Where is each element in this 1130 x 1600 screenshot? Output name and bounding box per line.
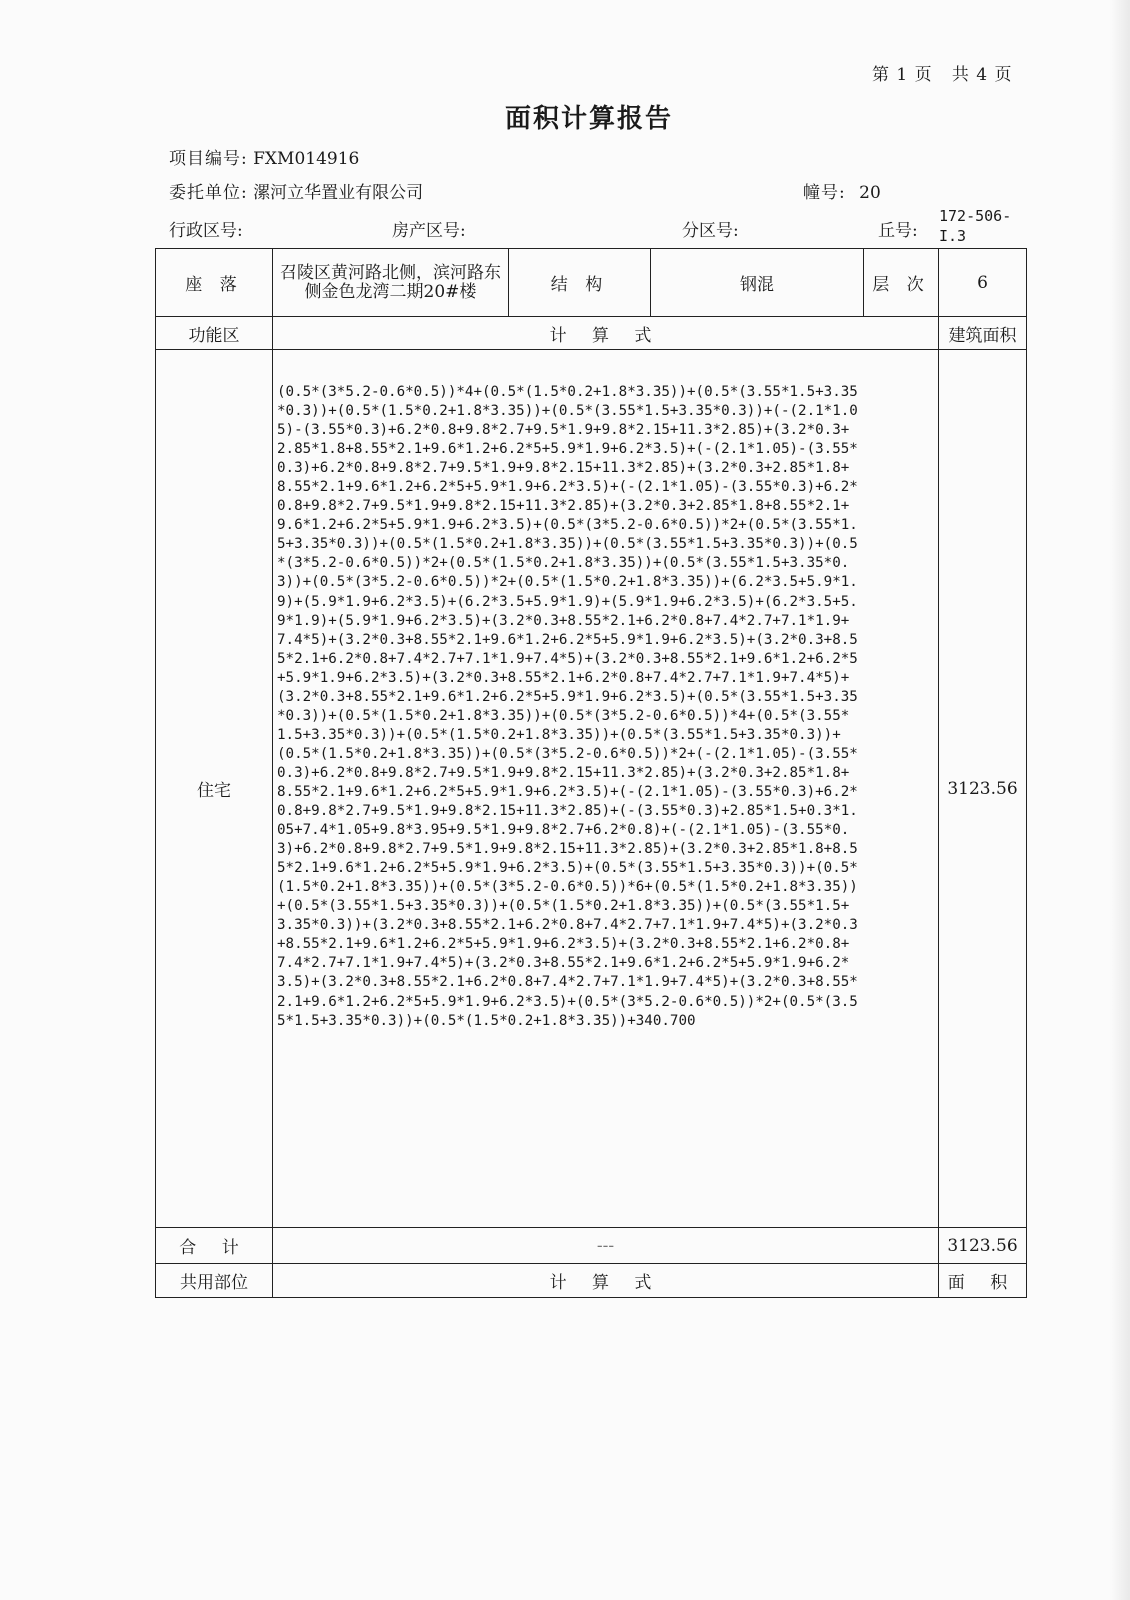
total-row bbox=[156, 1228, 1027, 1264]
function-header: 功能区 bbox=[156, 317, 273, 350]
structure-label: 结 构 bbox=[509, 249, 651, 317]
location-row bbox=[156, 249, 1027, 317]
building-row bbox=[803, 178, 881, 203]
hill-number-line2: I.3 bbox=[939, 227, 967, 245]
page-edge-shadow bbox=[1110, 0, 1130, 1600]
floors-value: 6 bbox=[939, 249, 1027, 317]
hill-number bbox=[939, 206, 1011, 246]
shared-label: 共用部位 bbox=[156, 1264, 273, 1298]
shared-row bbox=[156, 1264, 1027, 1298]
structure-value: 钢混 bbox=[651, 249, 864, 317]
formula-cell bbox=[273, 350, 939, 1228]
total-formula: --- bbox=[273, 1228, 939, 1264]
location-label: 座 落 bbox=[156, 249, 273, 317]
area-header: 建筑面积 bbox=[939, 317, 1027, 350]
project-number-row bbox=[169, 144, 359, 169]
client-value: 漯河立华置业有限公司 bbox=[253, 183, 424, 203]
area-table bbox=[155, 248, 1027, 1298]
shared-area-header: 面 积 bbox=[939, 1264, 1027, 1298]
hill-label: 丘号: bbox=[878, 221, 918, 241]
page-number: 第 1 页 共 4 页 bbox=[872, 65, 1013, 85]
location-value: 召陵区黄河路北侧，滨河路东侧金色龙湾二期20#楼 bbox=[273, 249, 509, 317]
client-row bbox=[169, 178, 423, 203]
shared-formula-header: 计 算 式 bbox=[273, 1264, 939, 1298]
hill-number-line1: 172-506- bbox=[939, 207, 1012, 225]
table-row bbox=[156, 350, 1027, 1228]
client-label: 委托单位: bbox=[169, 183, 248, 203]
building-value: 20 bbox=[859, 183, 881, 203]
function-cell: 住宅 bbox=[156, 350, 273, 1228]
formula-text: (0.5*(3*5.2-0.6*0.5))*4+(0.5*(1.5*0.2+1.8*3.35))+(0.5*(3.55*1.5+3.35*0.3))+(0.5*(1.5*0.2+1.8*3.35))+(0.5*(3.55*1.5+3.35*0.3))+(-(2.1*1.05)-(3.55*0.3)+6.2*0.8+9.8*2.7+9.5*1.9+9.8*2.15+11.3*2.85)+(3.2*0.3+2.85*1.8+8.55*2.1+9.6*1.2+6.2*5+5.9*1.9+6.2*3.5)+(-(2.1*1.05)-(3.55*0.3)+6.2*0.8+9.8*2.7+9.5*1.9+9.8*2.15+11.3*2.85)+(3.2*0.3+2.85*1.8+8.55*2.1+9.6*1.2+6.2*5+5.9*1.9+6.2*3.5)+(-(2.1*1.05)-(3.55*0.3)+6.2*0.8+9.8*2.7+9.5*1.9+9.8*2.15+11.3*2.85)+(3.2*0.3+2.85*1.8+8.55*2.1+9.6*1.2+6.2*5+5.9*1.9+6.2*3.5)+(0.5*(3*5.2-0.6*0.5))*2+(0.5*(3.55*1.5+3.35*0.3))+(0.5*(1.5*0.2+1.8*3.35))+(0.5*(3.55*1.5+3.35*0.3))+(0.5*(3*5.2-0.6*0.5))*2+(0.5*(1.5*0.2+1.8*3.35))+(0.5*(3.55*1.5+3.35*0.3))+(0.5*(3*5.2-0.6*0.5))*2+(0.5*(1.5*0.2+1.8*3.35))+(6.2*3.5+5.9*1.9)+(5.9*1.9+6.2*3.5)+(6.2*3.5+5.9*1.9)+(5.9*1.9+6.2*3.5)+(6.2*3.5+5.9*1.9)+(5.9*1.9+6.2*3.5)+(3.2*0.3+8.55*2.1+6.2*0.8+7.4*2.7+7.1*1.9+7.4*5)+(3.2*0.3+8.55*2.1+9.6*1.2+6.2*5+5.9*1.9+6.2*3.5)+(3.2*0.3+8.55*2.1+6.2*0.8+7.4*2.7+7.1*1.9+7.4*5)+(3.2*0.3+8.55*2.1+9.6*1.2+6.2*5+5.9*1.9+6.2*3.5)+(3.2*0.3+8.55*2.1+6.2*0.8+7.4*2.7+7.1*1.9+7.4*5)+(3.2*0.3+8.55*2.1+9.6*1.2+6.2*5+5.9*1.9+6.2*3.5)+(0.5*(3.55*1.5+3.35*0.3))+(0.5*(1.5*0.2+1.8*3.35))+(0.5*(3*5.2-0.6*0.5))*4+(0.5*(3.55*1.5+3.35*0.3))+(0.5*(1.5*0.2+1.8*3.35))+(0.5*(3.55*1.5+3.35*0.3))+(0.5*(1.5*0.2+1.8*3.35))+(0.5*(3*5.2-0.6*0.5))*2+(-(2.1*1.05)-(3.55*0.3)+6.2*0.8+9.8*2.7+9.5*1.9+9.8*2.15+11.3*2.85)+(3.2*0.3+2.85*1.8+8.55*2.1+9.6*1.2+6.2*5+5.9*1.9+6.2*3.5)+(-(2.1*1.05)-(3.55*0.3)+6.2*0.8+9.8*2.7+9.5*1.9+9.8*2.15+11.3*2.85)+(-(3.55*0.3)+2.85*1.5+0.3*1.05+7.4*1.05+9.8*3.95+9.5*1.9+9.8*2.7+6.2*0.8)+(-(2.1*1.05)-(3.55*0.3)+6.2*0.8+9.8*2.7+9.5*1.9+9.8*2.15+11.3*2.85)+(3.2*0.3+2.85*1.8+8.55*2.1+9.6*1.2+6.2*5+5.9*1.9+6.2*3.5)+(0.5*(3.55*1.5+3.35*0.3))+(0.5*(1.5*0.2+1.8*3.35))+(0.5*(3*5.2-0.6*0.5))*6+(0.5*(1.5*0.2+1.8*3.35))+(0.5*(3.55*1.5+3.35*0.3))+(0.5*(1.5*0.2+1.8*3.35))+(0.5*(3.55*1.5+3.35*0.3))+(3.2*0.3+8.55*2.1+6.2*0.8+7.4*2.7+7.1*1.9+7.4*5)+(3.2*0.3+8.55*2.1+9.6*1.2+6.2*5+5.9*1.9+6.2*3.5)+(3.2*0.3+8.55*2.1+6.2*0.8+7.4*2.7+7.1*1.9+7.4*5)+(3.2*0.3+8.55*2.1+9.6*1.2+6.2*5+5.9*1.9+6.2*3.5)+(3.2*0.3+8.55*2.1+6.2*0.8+7.4*2.7+7.1*1.9+7.4*5)+(3.2*0.3+8.55*2.1+9.6*1.2+6.2*5+5.9*1.9+6.2*3.5)+(0.5*(3*5.2-0.6*0.5))*2+(0.5*(3.55*1.5+3.35*0.3))+(0.5*(1.5*0.2+1.8*3.35))+340.700 bbox=[277, 384, 858, 1029]
header-row bbox=[156, 317, 1027, 350]
total-label: 合 计 bbox=[156, 1228, 273, 1264]
report-title: 面积计算报告 bbox=[504, 104, 673, 134]
project-number-value: FXM014916 bbox=[253, 149, 360, 169]
property-district-label: 房产区号: bbox=[392, 221, 466, 241]
floors-label: 层 次 bbox=[864, 249, 939, 317]
admin-district-label: 行政区号: bbox=[169, 221, 243, 241]
subdistrict-label: 分区号: bbox=[682, 221, 739, 241]
project-number-label: 项目编号: bbox=[169, 149, 248, 169]
formula-header: 计 算 式 bbox=[273, 317, 939, 350]
total-area: 3123.56 bbox=[939, 1228, 1027, 1264]
area-cell: 3123.56 bbox=[939, 350, 1027, 1228]
building-label: 幢号: bbox=[803, 183, 846, 203]
